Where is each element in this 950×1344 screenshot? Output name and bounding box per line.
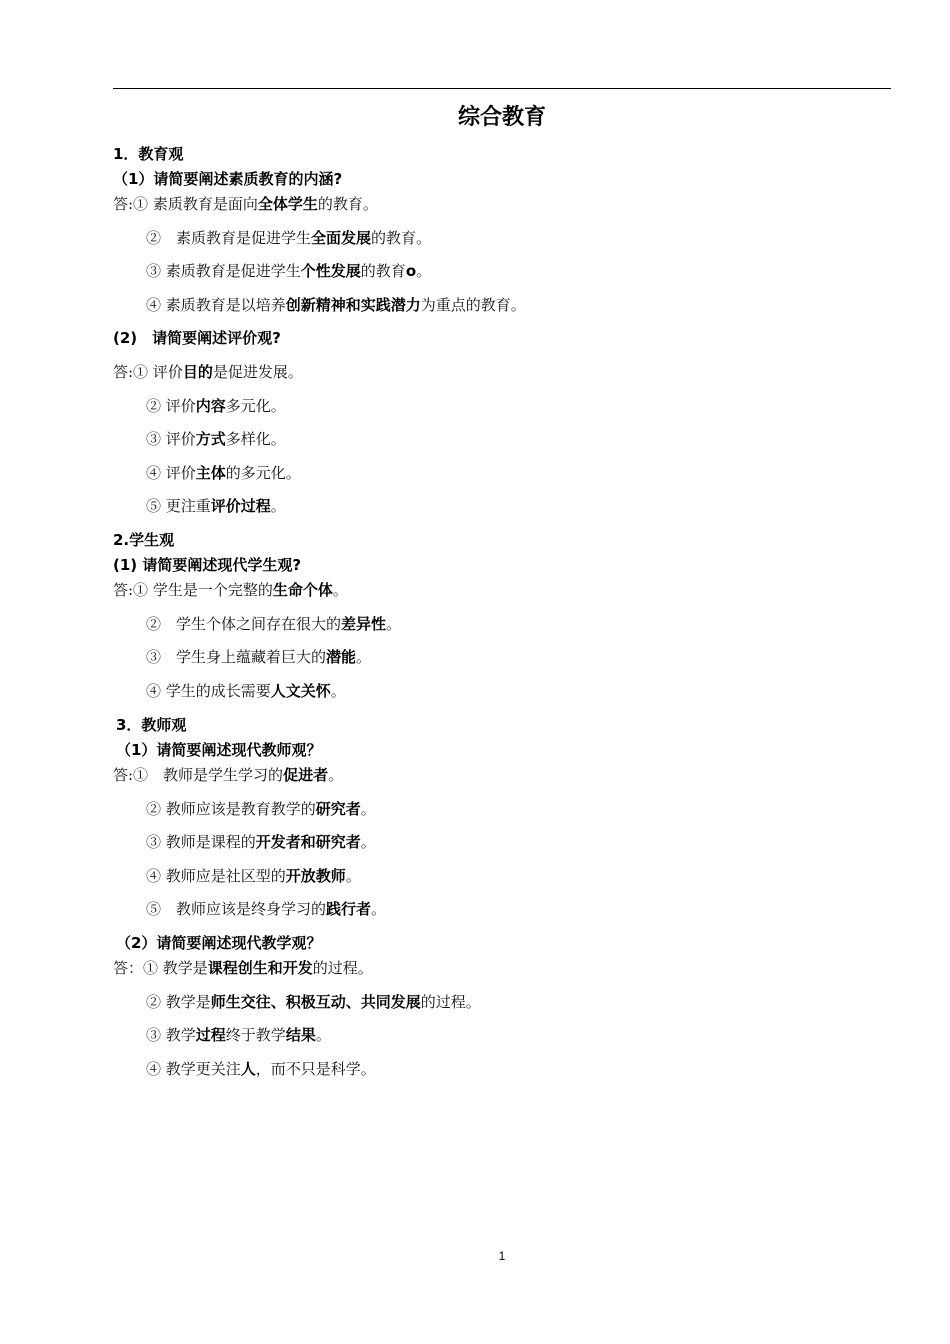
answer-line (113, 581, 348, 599)
section-heading: 3．教师观 (116, 716, 187, 734)
answer-text: 。 (328, 766, 344, 784)
answer-text: 的教育。 (371, 229, 432, 247)
answer-keyword: o (405, 262, 417, 280)
answer-text: 是促进发展。 (212, 363, 303, 381)
answer-line (146, 800, 376, 818)
answer-text: ④ 学生的成长需要 (146, 682, 271, 700)
answer-text: ② 教师应该是教育教学的 (146, 800, 316, 818)
answer-keyword: 创新精神和实践潜力 (285, 296, 421, 314)
answer-text: 答:① 素质教育是面向 (113, 195, 258, 213)
answer-line (146, 262, 431, 280)
answer-text: ④ 素质教育是以培养 (146, 296, 286, 314)
answer-text: 终于教学 (225, 1026, 286, 1044)
answer-line (146, 430, 286, 448)
answer-text: ④ 教师应是社区型的 (146, 867, 286, 885)
answer-keyword: 结果 (285, 1026, 316, 1044)
answer-keyword: 课程创生和开发 (207, 959, 313, 977)
header-rule (113, 88, 891, 89)
answer-line (146, 296, 526, 314)
answer-text: 的教育 (360, 262, 406, 280)
answer-line (146, 229, 431, 247)
answer-line (113, 363, 303, 381)
answer-keyword: 师生交往、积极互动、共同发展 (210, 993, 421, 1011)
answer-keyword: 评价过程 (210, 497, 271, 515)
answer-line (146, 497, 286, 515)
answer-text: 的教育。 (317, 195, 378, 213)
answer-keyword: 践行者 (326, 900, 372, 918)
answer-text: 答:① 教师是学生学习的 (113, 766, 284, 784)
answer-text: 。 (270, 497, 286, 515)
question-heading: （1）请简要阐述现代教师观？ (116, 741, 322, 759)
question-heading: (1) 请简要阐述现代学生观? (113, 556, 302, 574)
page-title: 综合教育 (457, 105, 546, 130)
answer-text: ③ 教学 (146, 1026, 196, 1044)
answer-text: 答:① 学生是一个完整的 (113, 581, 273, 599)
answer-keyword: 人文关怀 (270, 682, 331, 700)
answer-text: 。 (360, 833, 376, 851)
answer-text: 。 (345, 867, 361, 885)
question-heading: （2）请简要阐述现代教学观？ (116, 934, 322, 952)
answer-text: ② 素质教育是促进学生 (146, 229, 312, 247)
answer-line (146, 1060, 376, 1078)
answer-text: 为重点的教育。 (420, 296, 526, 314)
answer-text: ② 评价 (146, 397, 196, 415)
answer-text: ③ 评价 (146, 430, 196, 448)
page-number: 1 (498, 1249, 506, 1263)
answer-text: ④ 教学更关注 (146, 1060, 241, 1078)
answer-keyword: 开发者和研究者 (255, 833, 361, 851)
answer-text: ⑤ 更注重 (146, 497, 211, 515)
answer-keyword: 主体 (195, 464, 226, 482)
answer-line (146, 900, 386, 918)
answer-keyword: 促进者 (283, 766, 329, 784)
answer-text: 的多元化。 (225, 464, 301, 482)
answer-line (113, 766, 343, 784)
question-heading: (2) 请简要阐述评价观? (113, 329, 281, 347)
answer-keyword: 潜能 (326, 648, 357, 666)
answer-text: 。 (386, 615, 402, 633)
answer-text: ⑤ 教师应该是终身学习的 (146, 900, 327, 918)
answer-text: ④ 评价 (146, 464, 196, 482)
answer-line (113, 195, 378, 213)
answer-keyword: 生命个体 (272, 581, 333, 599)
answer-line (146, 1026, 331, 1044)
answer-keyword: 全面发展 (311, 229, 372, 247)
answer-text: 。 (330, 682, 346, 700)
answer-keyword: 开放教师 (285, 867, 346, 885)
section-heading: 2.学生观 (113, 531, 175, 549)
answer-line (146, 867, 361, 885)
answer-line (146, 833, 376, 851)
answer-text: 。 (371, 900, 387, 918)
answer-text: ③ 学生身上蕴藏着巨大的 (146, 648, 327, 666)
answer-text: 答：① 教学是 (113, 959, 208, 977)
answer-keyword: 目的 (182, 363, 213, 381)
answer-text: 。 (416, 262, 432, 280)
answer-text: 。 (332, 581, 348, 599)
answer-line (113, 959, 373, 977)
answer-text: ③ 素质教育是促进学生 (146, 262, 301, 280)
answer-keyword: 差异性 (341, 615, 387, 633)
answer-text: ，而不只是科学。 (255, 1060, 376, 1078)
answer-text: ② 学生个体之间存在很大的 (146, 615, 342, 633)
question-heading: （1）请简要阐述素质教育的内涵? (113, 170, 343, 188)
answer-keyword: 内容 (195, 397, 226, 415)
answer-text: 的过程。 (420, 993, 481, 1011)
answer-text: 的过程。 (312, 959, 373, 977)
answer-text: 多元化。 (225, 397, 286, 415)
answer-keyword: 过程 (195, 1026, 226, 1044)
answer-keyword: 全体学生 (257, 195, 318, 213)
answer-text: 。 (315, 1026, 331, 1044)
answer-line (146, 615, 401, 633)
answer-keyword: 个性发展 (300, 262, 361, 280)
answer-line (146, 993, 481, 1011)
answer-text: ② 教学是 (146, 993, 211, 1011)
answer-text: ③ 教师是课程的 (146, 833, 256, 851)
answer-line (146, 648, 371, 666)
answer-text: 答:① 评价 (113, 363, 183, 381)
answer-line (146, 464, 301, 482)
answer-text: 。 (360, 800, 376, 818)
answer-text: 多样化。 (225, 430, 286, 448)
answer-keyword: 人 (240, 1060, 256, 1078)
answer-keyword: 研究者 (315, 800, 361, 818)
answer-line (146, 397, 286, 415)
answer-line (146, 682, 346, 700)
answer-text: 。 (356, 648, 372, 666)
answer-keyword: 方式 (195, 430, 226, 448)
section-heading: 1．教育观 (113, 145, 184, 163)
